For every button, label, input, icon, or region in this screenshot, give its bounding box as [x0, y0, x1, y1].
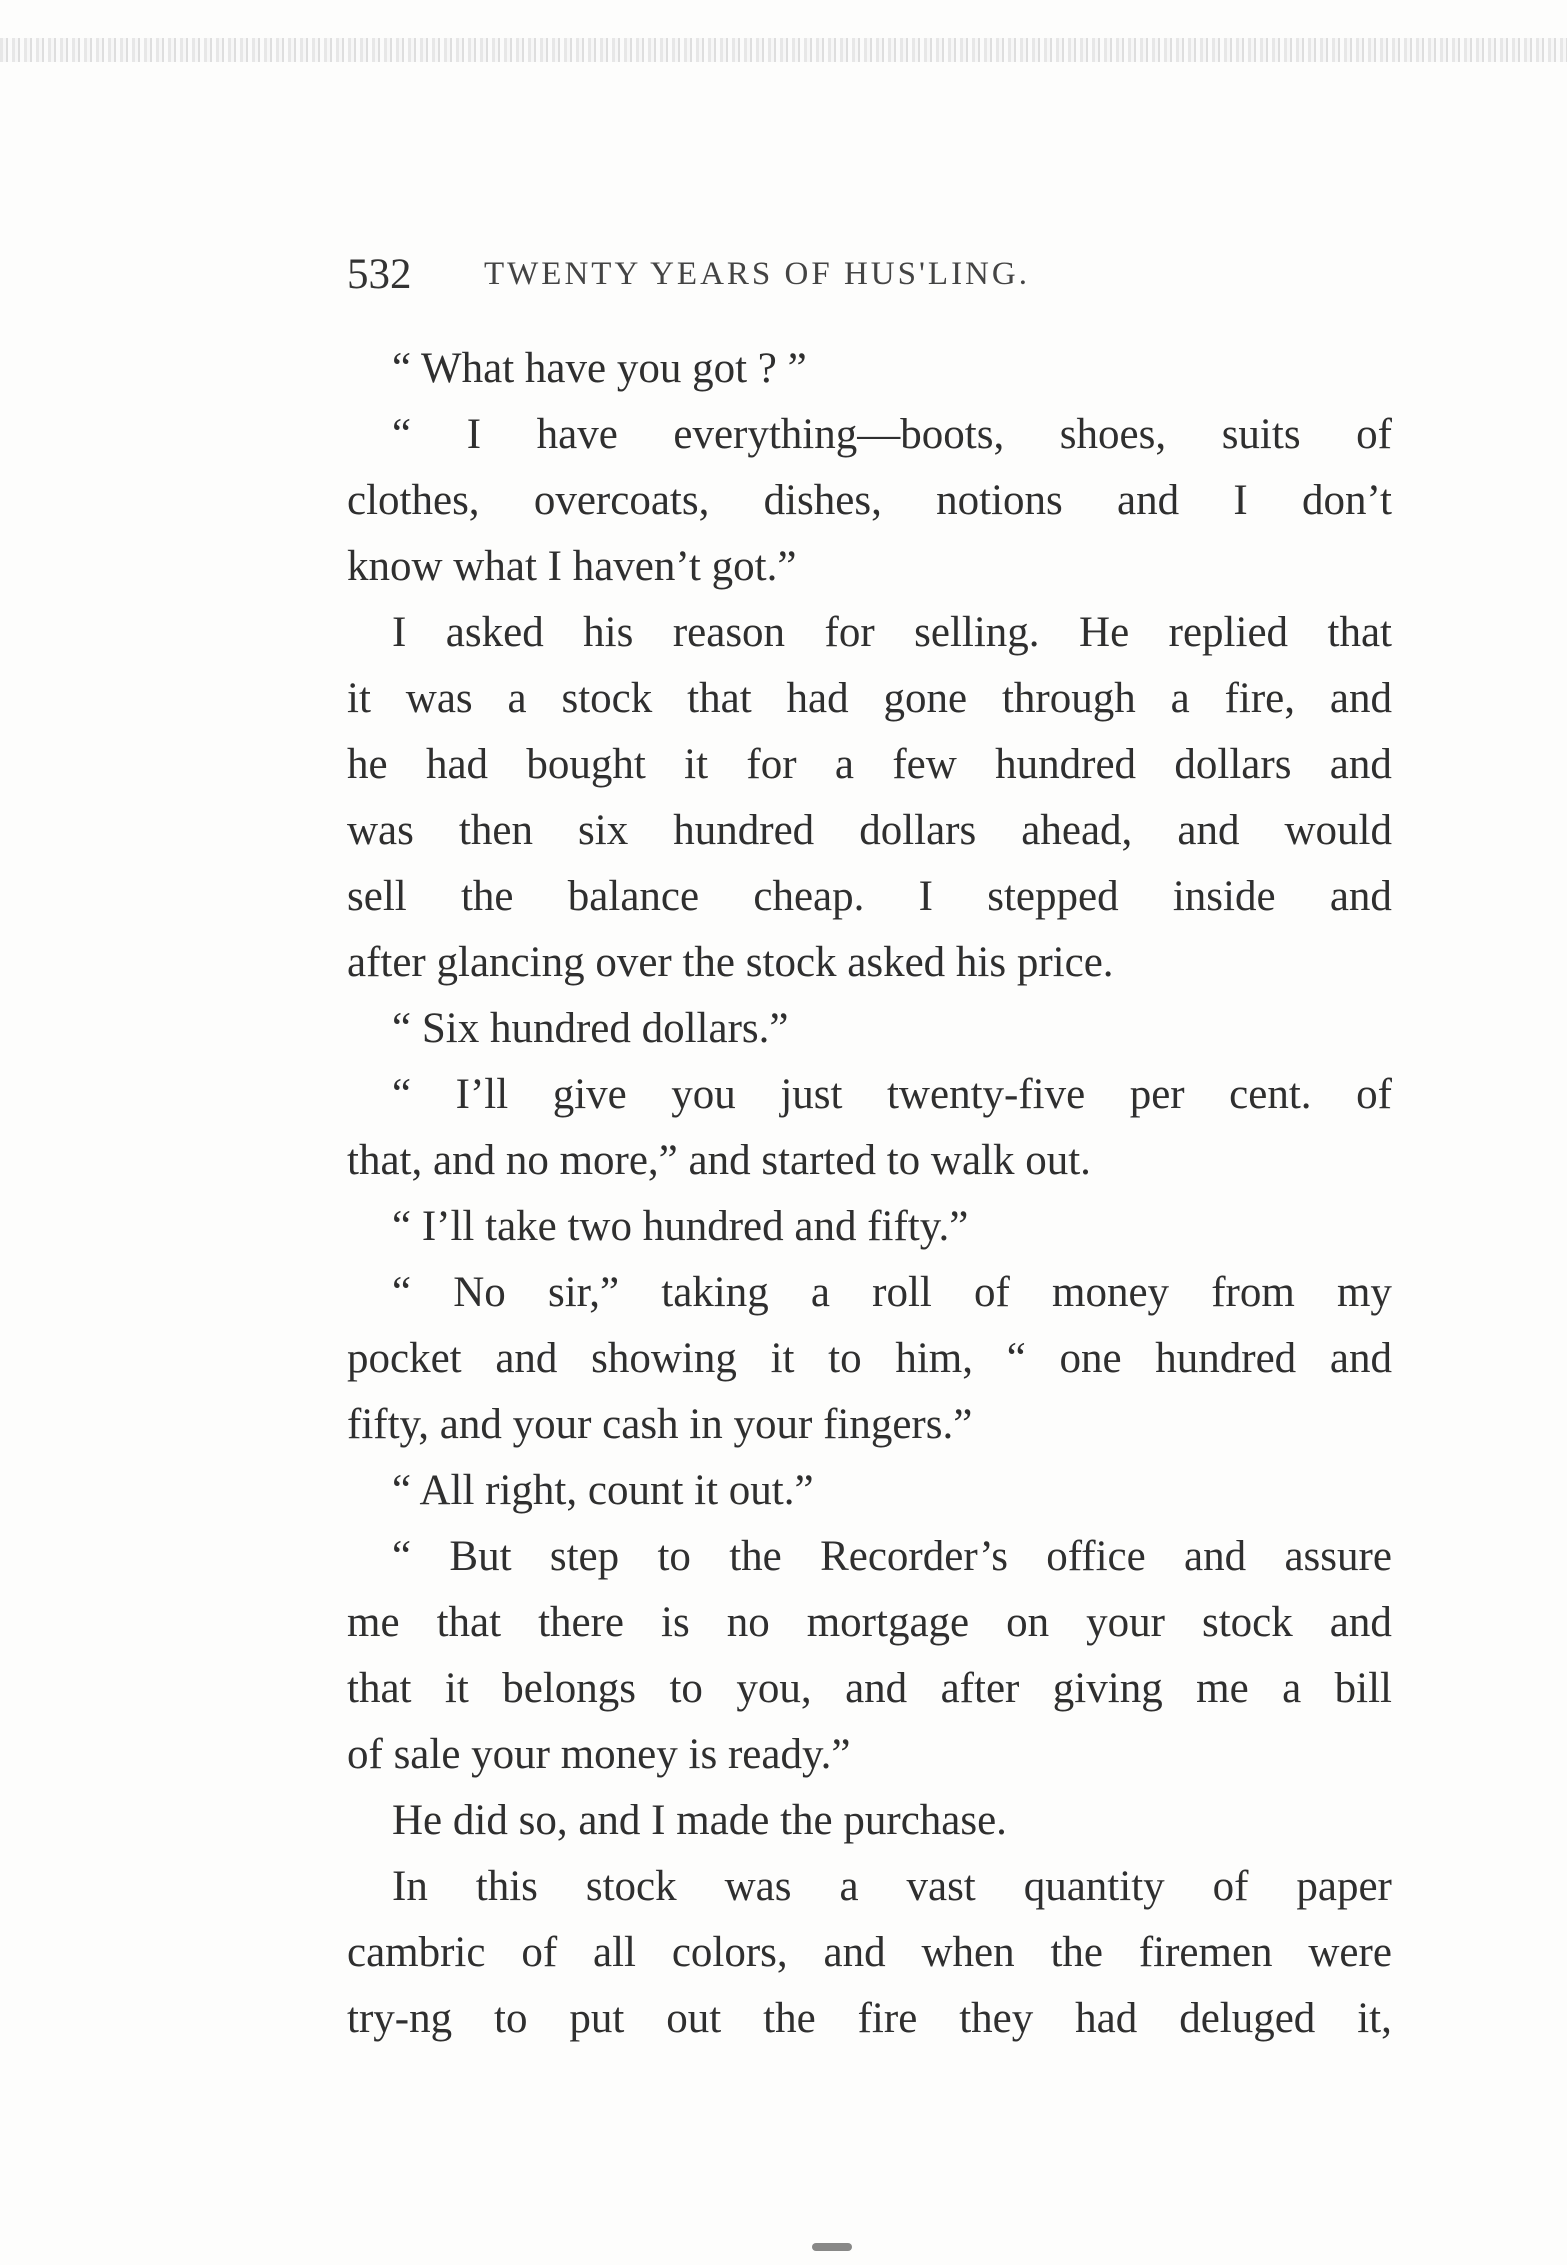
text-line: it was a stock that had gone through a fire, and: [347, 675, 1392, 722]
text-line: me that there is no mortgage on your stock and: [347, 1599, 1392, 1646]
text-line: clothes, overcoats, dishes, notions and I don’t: [347, 477, 1392, 524]
text-line: “ I’ll give you just twenty-five per cent. of: [392, 1071, 1392, 1118]
text-line: know what I haven’t got.”: [347, 543, 797, 590]
scan-edge-rule: [0, 38, 1567, 62]
text-line: “ No sir,” taking a roll of money from my: [392, 1269, 1392, 1316]
page-header: [347, 250, 1397, 310]
text-line: of sale your money is ready.”: [347, 1731, 851, 1778]
running-head: TWENTY YEARS OF HUS'LING.: [484, 256, 1030, 292]
text-line: after glancing over the stock asked his price.: [347, 939, 1114, 986]
text-line: sell the balance cheap. I stepped inside and: [347, 873, 1392, 920]
text-line: that it belongs to you, and after giving me a bill: [347, 1665, 1392, 1712]
text-line: In this stock was a vast quantity of paper: [392, 1863, 1392, 1910]
text-line: “ But step to the Recorder’s office and assure: [392, 1533, 1392, 1580]
text-line: try‑ng to put out the fire they had deluged it,: [347, 1995, 1392, 2042]
text-line: pocket and showing it to him, “ one hundred and: [347, 1335, 1392, 1382]
text-line: “ All right, count it out.”: [392, 1467, 814, 1514]
text-line: “ I have everything—boots, shoes, suits of: [392, 411, 1392, 458]
bottom-print-mark: [812, 2243, 852, 2251]
text-line: cambric of all colors, and when the firemen were: [347, 1929, 1392, 1976]
text-line: “ I’ll take two hundred and fifty.”: [392, 1203, 969, 1250]
page-number: 532: [347, 251, 412, 298]
text-line: “ What have you got ? ”: [392, 345, 807, 392]
body-text: [347, 336, 1392, 2052]
text-line: that, and no more,” and started to walk out.: [347, 1137, 1091, 1184]
text-line: fifty, and your cash in your fingers.”: [347, 1401, 973, 1448]
text-line: he had bought it for a few hundred dollars and: [347, 741, 1392, 788]
text-line: He did so, and I made the purchase.: [392, 1797, 1007, 1844]
text-line: “ Six hundred dollars.”: [392, 1005, 789, 1052]
text-line: was then six hundred dollars ahead, and would: [347, 807, 1392, 854]
text-line: I asked his reason for selling. He replied that: [392, 609, 1392, 656]
